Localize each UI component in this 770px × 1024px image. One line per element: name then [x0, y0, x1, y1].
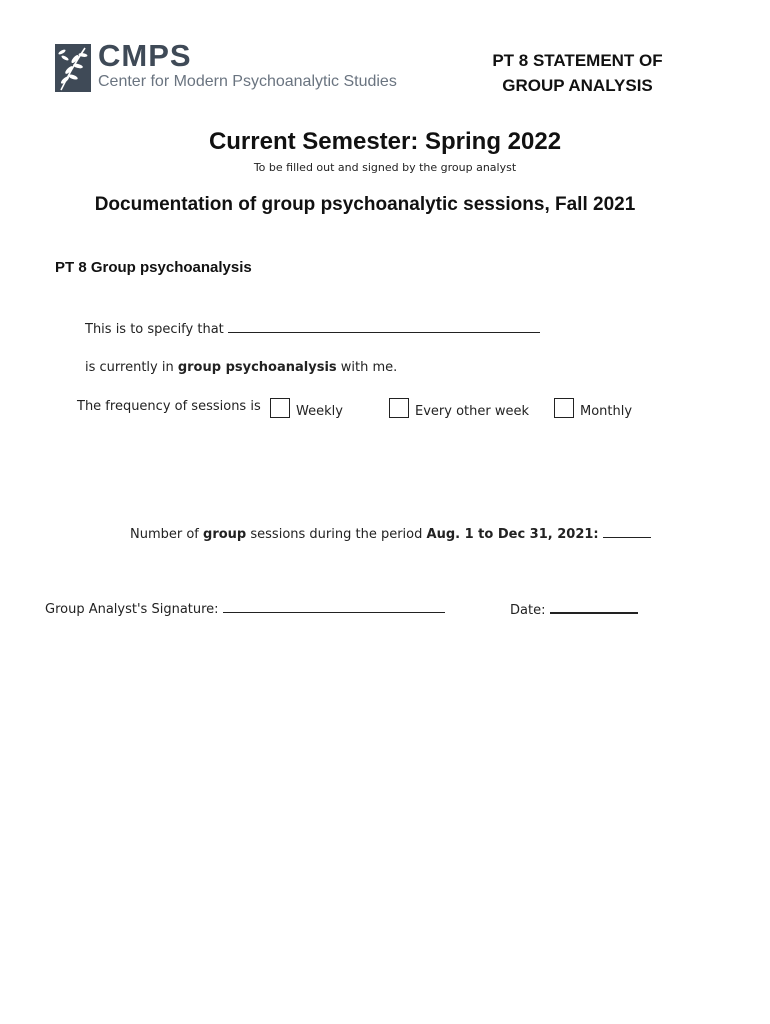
patient-name-field[interactable]	[228, 320, 540, 333]
document-code	[470, 48, 685, 98]
document-code-line-1: PT 8 STATEMENT OF	[492, 51, 663, 70]
frequency-label: The frequency of sessions is	[77, 399, 261, 414]
frequency-row	[77, 398, 697, 428]
semester-title: Current Semester: Spring 2022	[208, 128, 562, 155]
date-field[interactable]	[550, 600, 638, 614]
signature-label: Group Analyst's Signature:	[45, 602, 219, 617]
weekly-checkbox[interactable]	[270, 398, 290, 418]
currently-bold: group psychoanalysis	[177, 360, 337, 375]
session-count-period: Aug. 1 to Dec 31, 2021:	[426, 527, 599, 542]
specify-prefix: This is to specify that	[85, 322, 224, 337]
specify-line	[85, 320, 540, 337]
monthly-checkbox[interactable]	[554, 398, 574, 418]
logo-wordmark: CMPS	[98, 38, 192, 73]
weekly-label: Weekly	[296, 404, 343, 419]
document-heading: Documentation of group psychoanalytic sessions, Fall 2021	[94, 194, 636, 215]
session-count-bold-group: group	[203, 527, 247, 542]
signature-line	[45, 600, 445, 617]
session-count-line	[130, 525, 651, 542]
currently-suffix: with me.	[340, 360, 398, 375]
currently-prefix: is currently in	[85, 360, 174, 375]
session-count-field[interactable]	[603, 525, 651, 538]
every-other-week-checkbox[interactable]	[389, 398, 409, 418]
every-other-week-label: Every other week	[415, 404, 529, 419]
date-label: Date:	[510, 603, 546, 618]
date-line	[510, 600, 638, 618]
session-count-middle: sessions during the period	[250, 527, 423, 542]
currently-line	[85, 360, 397, 375]
signature-field[interactable]	[223, 600, 445, 613]
section-heading: PT 8 Group psychoanalysis	[55, 259, 252, 276]
document-code-line-2: GROUP ANALYSIS	[502, 76, 653, 95]
monthly-label: Monthly	[580, 404, 633, 419]
logo-subtitle: Center for Modern Psychoanalytic Studies	[98, 73, 397, 90]
session-count-prefix: Number of	[130, 527, 199, 542]
olive-branch-icon	[55, 44, 91, 92]
instructions-text: To be filled out and signed by the group analyst	[253, 161, 517, 174]
